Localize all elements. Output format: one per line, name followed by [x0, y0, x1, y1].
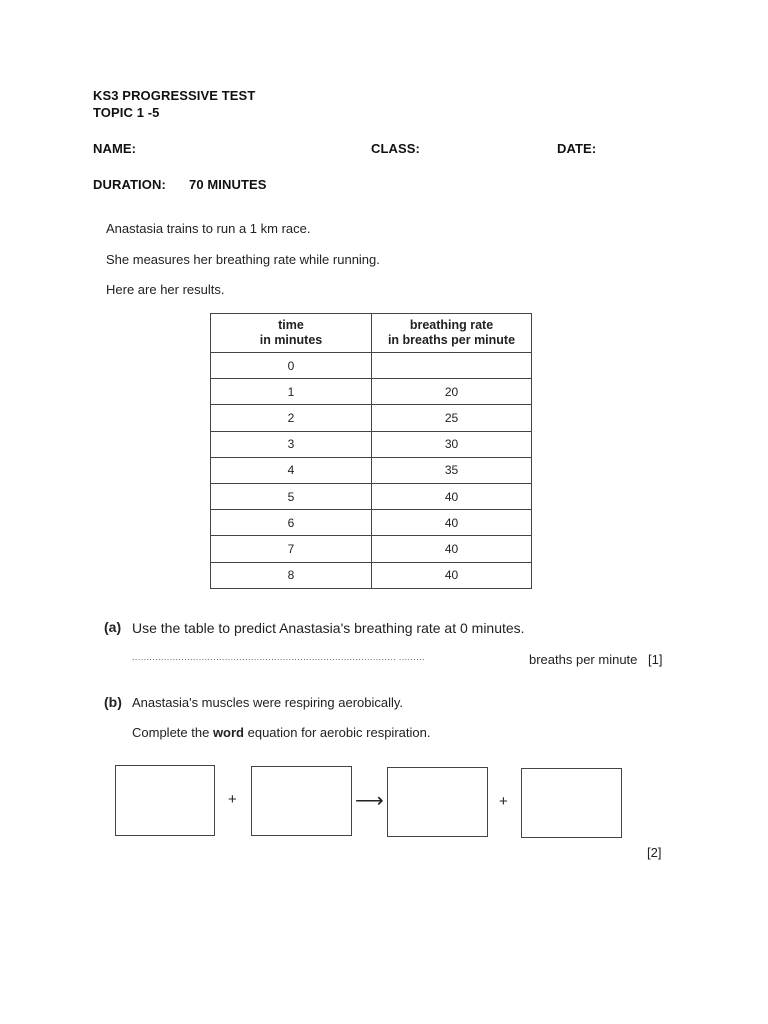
table-row: [211, 536, 532, 562]
breathing-rate-column-header: breathing rate in breaths per minute: [372, 314, 532, 353]
question-b-text: Anastasia's muscles were respiring aerobically.: [132, 695, 404, 710]
rate-cell: 40: [372, 536, 532, 562]
class-label: CLASS:: [371, 141, 420, 156]
rate-cell: 40: [372, 562, 532, 588]
time-cell: 7: [211, 536, 372, 562]
intro-line-2: She measures her breathing rate while running.: [106, 252, 380, 267]
reaction-arrow-icon: ⟶: [355, 790, 384, 812]
rate-cell: 35: [372, 457, 532, 483]
table-row: [211, 457, 532, 483]
table-row: [211, 431, 532, 457]
time-cell: 6: [211, 510, 372, 536]
intro-line-3: Here are her results.: [106, 282, 225, 297]
time-cell: 5: [211, 483, 372, 509]
question-a-label: (a): [104, 619, 122, 635]
duration-value: 70 MINUTES: [189, 177, 267, 192]
plus-sign-2: +: [499, 793, 508, 810]
instruction-bold-word: word: [212, 725, 244, 740]
rate-cell: 40: [372, 483, 532, 509]
product-box-1[interactable]: [387, 767, 488, 837]
table-header-row: [211, 314, 532, 353]
table-row: [211, 483, 532, 509]
question-b-instruction: Complete the word equation for aerobic respiration.: [132, 725, 431, 740]
rate-cell: 20: [372, 379, 532, 405]
test-title: KS3 PROGRESSIVE TEST: [93, 88, 256, 103]
question-a-unit: breaths per minute: [529, 652, 638, 667]
table-row: [211, 405, 532, 431]
time-cell: 0: [211, 353, 372, 379]
time-cell: 8: [211, 562, 372, 588]
question-a-answer-line[interactable]: ........................................................................................... .........: [132, 652, 425, 662]
question-a-marks: [1]: [648, 652, 663, 667]
reactant-box-2[interactable]: [251, 766, 352, 836]
date-label: DATE:: [557, 141, 597, 156]
table-row: [211, 353, 532, 379]
time-cell: 2: [211, 405, 372, 431]
question-a-text: Use the table to predict Anastasia's breathing rate at 0 minutes.: [132, 620, 525, 636]
rate-cell: 25: [372, 405, 532, 431]
time-cell: 3: [211, 431, 372, 457]
time-column-header: time in minutes: [211, 314, 372, 353]
product-box-2[interactable]: [521, 768, 622, 838]
duration-label: DURATION:: [93, 177, 166, 192]
table-row: [211, 379, 532, 405]
rate-cell: [372, 353, 532, 379]
name-label: NAME:: [93, 141, 137, 156]
reactant-box-1[interactable]: [115, 765, 215, 836]
table-row: [211, 510, 532, 536]
results-table: [210, 313, 532, 589]
question-b-label: (b): [104, 694, 122, 710]
table-row: [211, 562, 532, 588]
topic-label: TOPIC 1 -5: [93, 105, 160, 120]
question-b-marks: [2]: [647, 845, 662, 860]
rate-cell: 30: [372, 431, 532, 457]
plus-sign-1: +: [228, 791, 237, 808]
time-cell: 1: [211, 379, 372, 405]
time-cell: 4: [211, 457, 372, 483]
rate-cell: 40: [372, 510, 532, 536]
intro-line-1: Anastasia trains to run a 1 km race.: [106, 221, 311, 236]
